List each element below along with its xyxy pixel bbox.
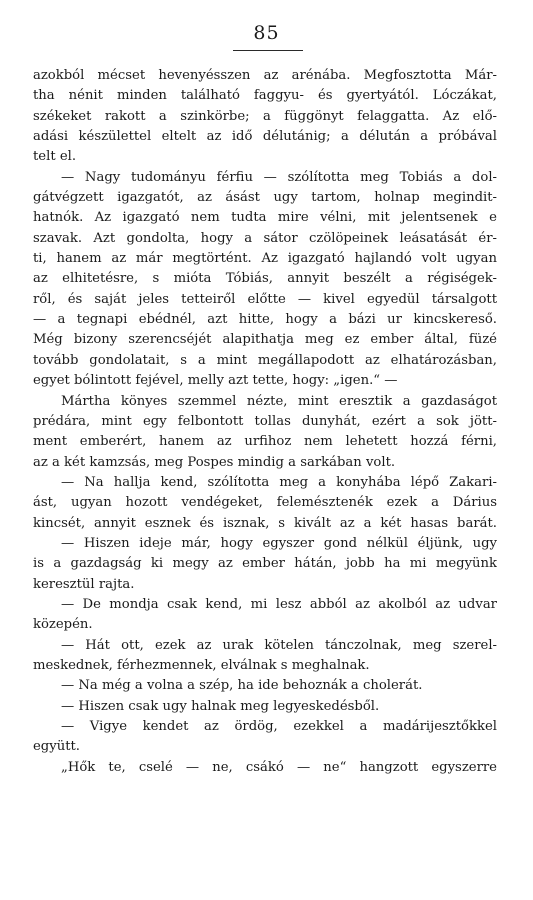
- text-line: ti, hanem az már megtörtént. Az igazgató hajlandó volt ugyan: [33, 251, 497, 267]
- text-line: — Na még a volna a szép, ha ide behoznák a cholerát.: [61, 678, 423, 694]
- text-line: Még bizony szerencséjét alapithatja meg ez ember által, füzé: [33, 332, 497, 348]
- text-line: székeket rakott a szinkörbe; a függönyt felaggatta. Az elő-: [33, 108, 497, 124]
- text-line: az elhitetésre, s mióta Tóbiás, annyit beszélt a régiségek-: [33, 271, 497, 287]
- text-line: szavak. Azt gondolta, hogy a sátor czölöpeinek leásatását ér-: [33, 230, 497, 246]
- header-rule: [233, 50, 303, 51]
- text-line: Mártha könyes szemmel nézte, mint eresztik a gazdaságot: [61, 393, 497, 409]
- text-line: „Hők te, cselé — ne, csákó — ne“ hangzott egyszerre: [61, 759, 497, 775]
- text-line: is a gazdagság ki megy az ember hátán, jobb ha mi megyünk: [33, 556, 497, 572]
- text-line: — Nagy tudományu férfiu — szólította meg Tobiás a dol-: [61, 169, 497, 185]
- text-line: prédára, mint egy felbontott tollas dunyhát, ezért a sok jött-: [33, 413, 497, 429]
- text-line: együtt.: [33, 739, 80, 755]
- body-text: [33, 66, 497, 778]
- text-line: telt el.: [33, 149, 77, 165]
- text-line: — Hát ott, ezek az urak kötelen tánczolnak, meg szerel-: [61, 637, 497, 653]
- text-line: azokból mécset hevenyésszen az arénába. Megfosztotta Már-: [33, 68, 497, 83]
- text-line: keresztül rajta.: [33, 576, 135, 592]
- text-line: adási készülettel eltelt az idő délutánig; a délután a próbával: [33, 129, 497, 145]
- text-line: — Vigye kendet az ördög, ezekkel a madárijesztőkkel: [61, 719, 497, 734]
- text-line: hatnók. Az igazgató nem tudta mire vélni, mit jelentsenek e: [33, 210, 497, 226]
- text-line: közepén.: [33, 617, 93, 633]
- text-line: — Hiszen ideje már, hogy egyszer gond nélkül éljünk, ugy: [61, 535, 497, 551]
- text-line: ment emberért, hanem az urfihoz nem lehetett hozzá férni,: [33, 434, 497, 450]
- text-line: tha nénit minden található faggyu- és gyertyától. Lóczákat,: [33, 88, 497, 104]
- text-line: — a tegnapi ebédnél, azt hitte, hogy a bázi ur kincskereső.: [33, 312, 497, 328]
- page-number: 85: [253, 22, 280, 44]
- text-line: egyet bólintott fejével, melly azt tette, hogy: „igen.“ —: [33, 373, 398, 389]
- text-line: kincsét, annyit esznek és isznak, s kivált az a két hasas barát.: [33, 515, 497, 531]
- text-line: — Na hallja kend, szólította meg a konyhába lépő Zakari-: [61, 474, 497, 490]
- text-line: az a két kamzsás, meg Pospes mindig a sarkában volt.: [33, 454, 396, 470]
- text-line: gátvégzett igazgatót, az ásást ugy tartom, holnap megindit-: [33, 190, 497, 206]
- text-line: ről, és saját jeles tetteiről előtte — kivel egyedül társalgott: [33, 291, 497, 307]
- text-line: — Hiszen csak ugy halnak meg legyeskedésből.: [61, 698, 380, 714]
- text-line: — De mondja csak kend, mi lesz abból az akolból az udvar: [61, 596, 497, 612]
- text-line: ást, ugyan hozott vendégeket, felemésztenék ezek a Dárius: [33, 495, 497, 511]
- text-line: meskednek, férhezmennek, elválnak s meghalnak.: [33, 657, 370, 673]
- text-line: tovább gondolatait, s a mint megállapodott az elhatározásban,: [33, 352, 497, 368]
